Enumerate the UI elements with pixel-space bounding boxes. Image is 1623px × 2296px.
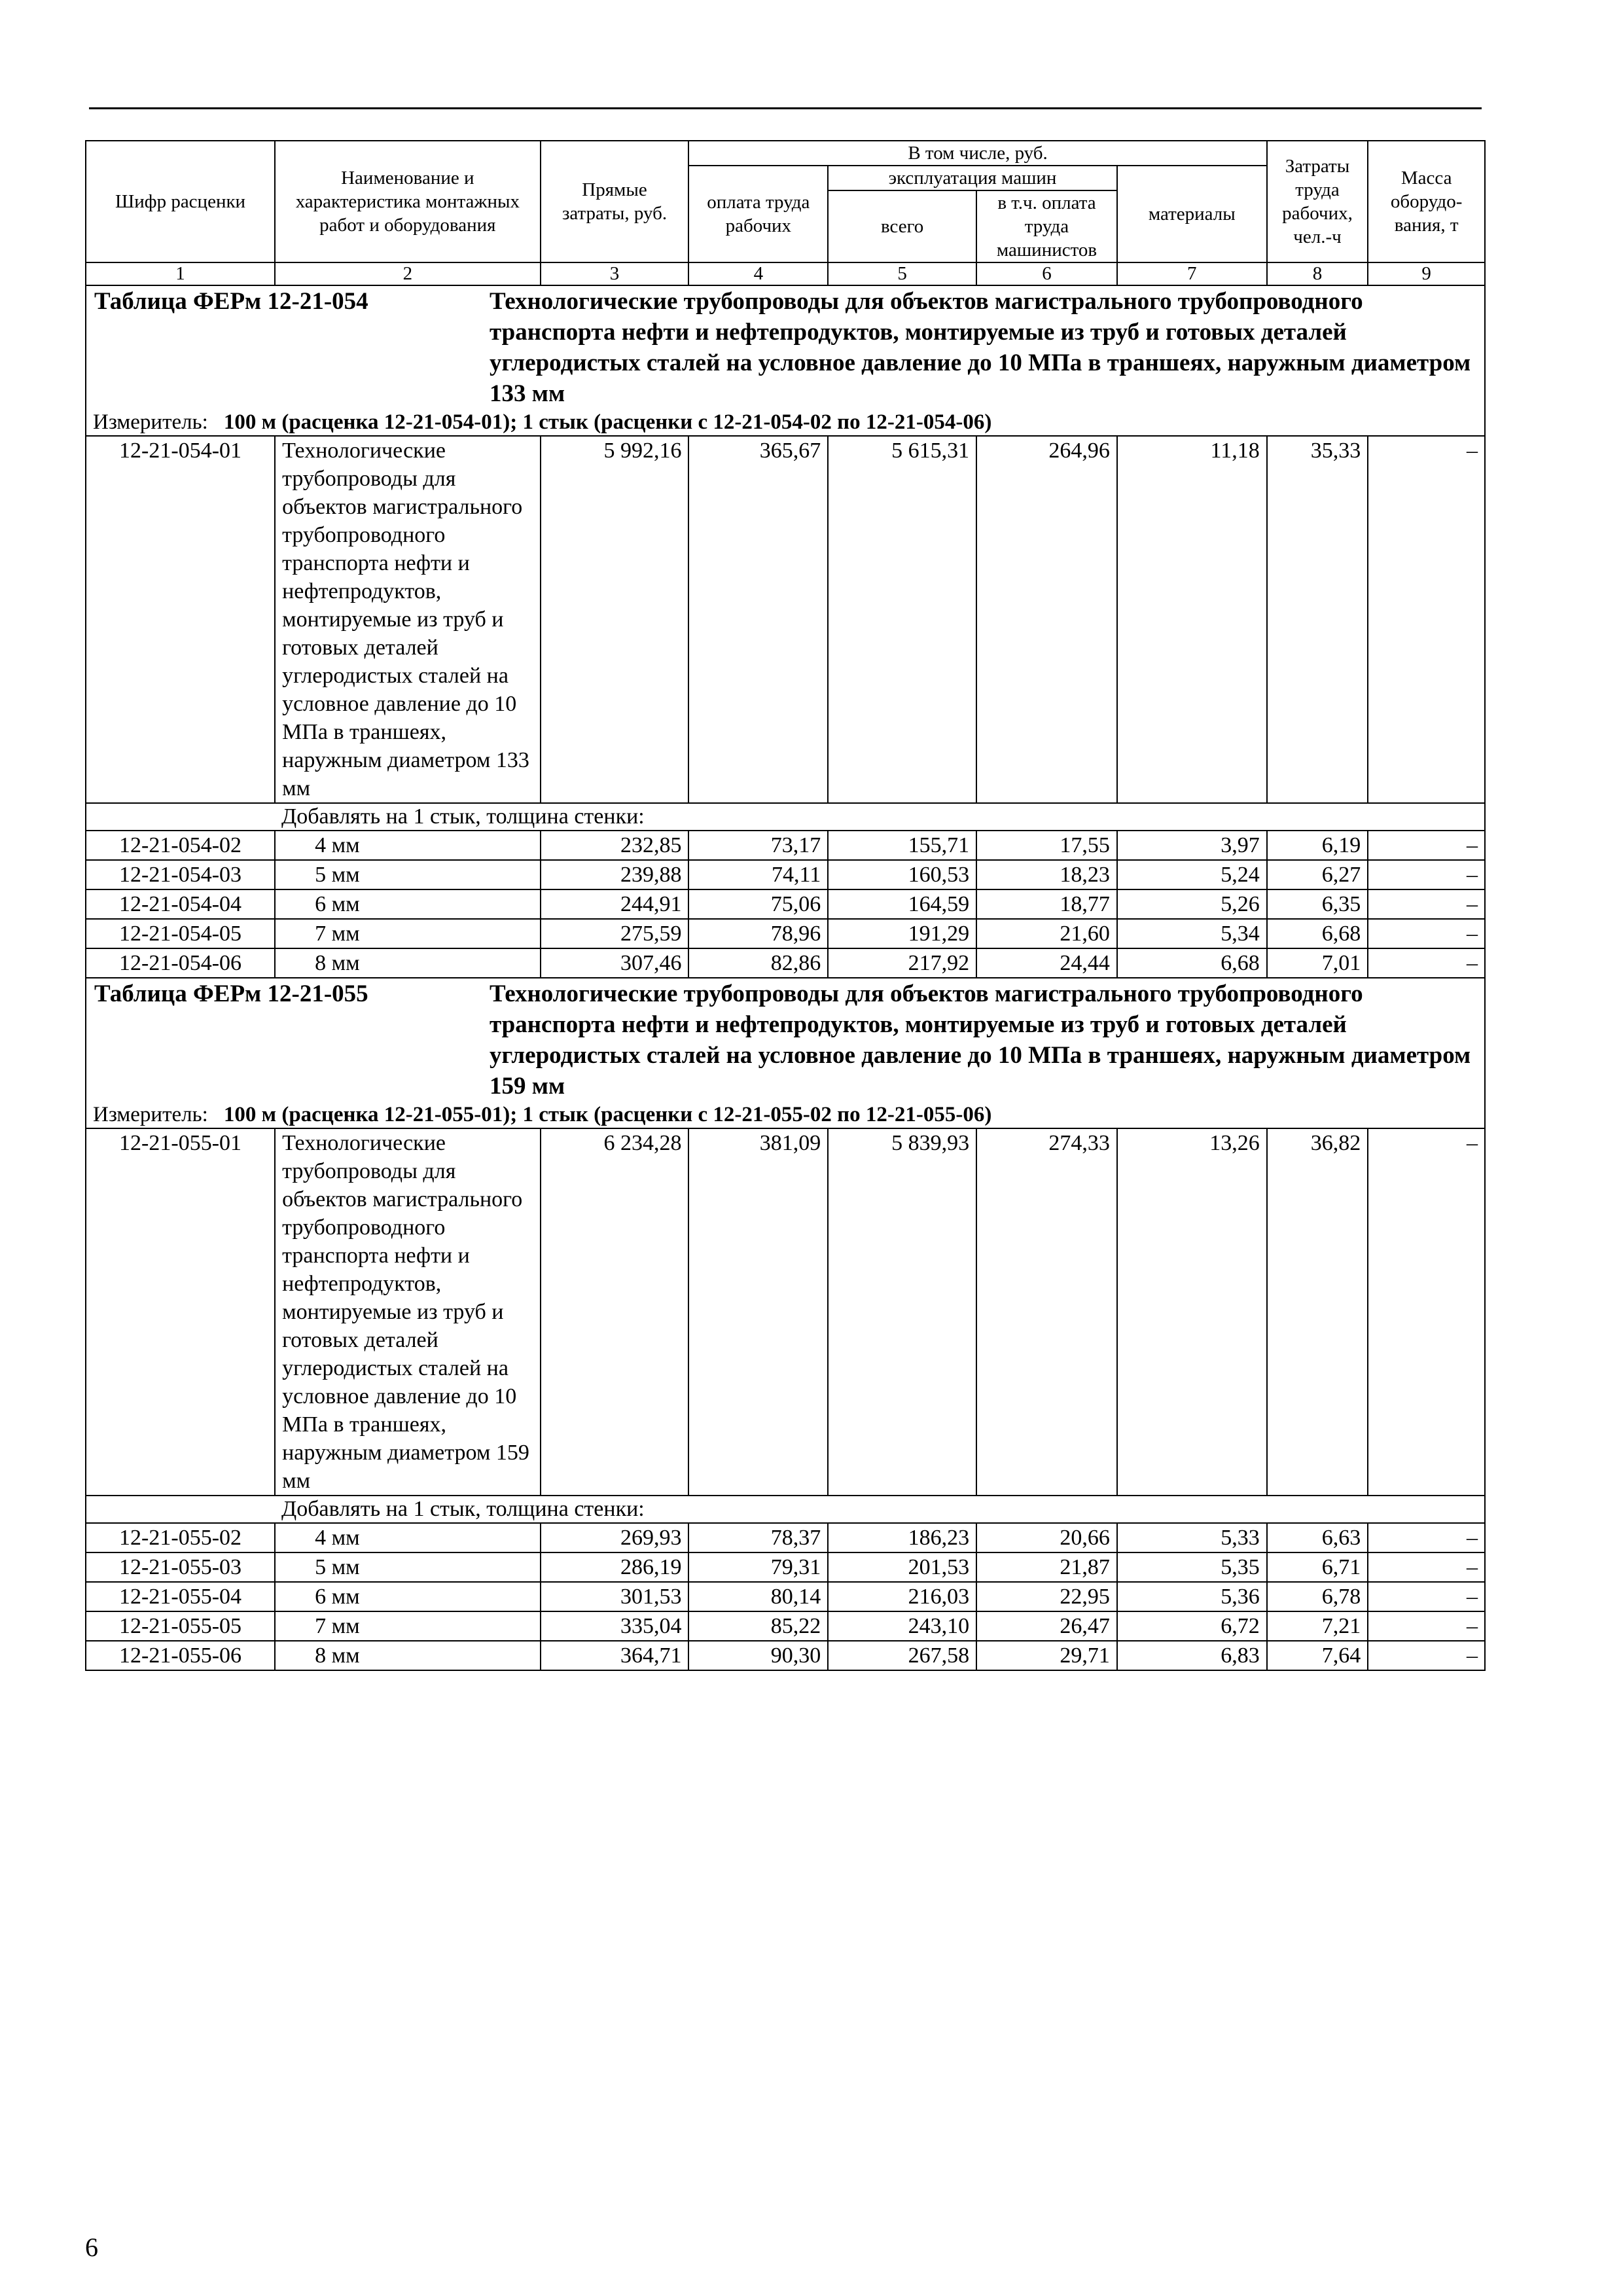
- labor: 7,21: [1267, 1611, 1368, 1641]
- materials: 13,26: [1117, 1128, 1267, 1496]
- machines-total: 160,53: [828, 860, 976, 889]
- materials: 6,68: [1117, 948, 1267, 978]
- wages: 79,31: [688, 1552, 828, 1582]
- materials: 5,26: [1117, 889, 1267, 919]
- wages: 73,17: [688, 831, 828, 860]
- measure-text: 100 м (расценка 12-21-054-01); 1 стык (расценки с 12-21-054-02 по 12-21-054-06): [223, 410, 992, 434]
- direct-cost: 232,85: [541, 831, 689, 860]
- rate-code: 12-21-054-02: [86, 831, 275, 860]
- rate-name: 4 мм: [275, 831, 541, 860]
- labor: 6,78: [1267, 1582, 1368, 1611]
- column-number: 9: [1368, 262, 1485, 285]
- machines-wages: 21,87: [976, 1552, 1117, 1582]
- measure-label: Измеритель:: [93, 1103, 208, 1126]
- rate-code: 12-21-054-05: [86, 919, 275, 948]
- labor: 6,68: [1267, 919, 1368, 948]
- labor: 6,63: [1267, 1523, 1368, 1552]
- table-row-main: [86, 1128, 1485, 1496]
- machines-wages: 18,23: [976, 860, 1117, 889]
- machines-total: 155,71: [828, 831, 976, 860]
- rate-name: 8 мм: [275, 1641, 541, 1670]
- table-row: [86, 831, 1485, 860]
- labor: 6,27: [1267, 860, 1368, 889]
- mass: –: [1368, 889, 1485, 919]
- rate-code: 12-21-055-01: [86, 1128, 275, 1496]
- direct-cost: 269,93: [541, 1523, 689, 1552]
- rate-name: 5 мм: [275, 1552, 541, 1582]
- rate-code: 12-21-054-06: [86, 948, 275, 978]
- machines-total: 217,92: [828, 948, 976, 978]
- machines-total: 243,10: [828, 1611, 976, 1641]
- materials: 5,36: [1117, 1582, 1267, 1611]
- col-header-machines: эксплуатация машин: [828, 166, 1117, 190]
- machines-wages: 264,96: [976, 436, 1117, 803]
- column-number: 1: [86, 262, 275, 285]
- direct-cost: 244,91: [541, 889, 689, 919]
- labor: 7,01: [1267, 948, 1368, 978]
- direct-cost: 239,88: [541, 860, 689, 889]
- machines-wages: 26,47: [976, 1611, 1117, 1641]
- section-heading-row: [86, 285, 1485, 409]
- measure-label: Измеритель:: [93, 410, 208, 434]
- wages: 74,11: [688, 860, 828, 889]
- wages: 80,14: [688, 1582, 828, 1611]
- mass: –: [1368, 1128, 1485, 1496]
- machines-wages: 24,44: [976, 948, 1117, 978]
- labor: 35,33: [1267, 436, 1368, 803]
- wages: 78,96: [688, 919, 828, 948]
- mass: –: [1368, 1641, 1485, 1670]
- materials: 5,33: [1117, 1523, 1267, 1552]
- labor: 7,64: [1267, 1641, 1368, 1670]
- table-header: [86, 141, 1485, 285]
- rate-name: 4 мм: [275, 1523, 541, 1552]
- rate-code: 12-21-055-06: [86, 1641, 275, 1670]
- direct-cost: 6 234,28: [541, 1128, 689, 1496]
- wages: 78,37: [688, 1523, 828, 1552]
- machines-total: 267,58: [828, 1641, 976, 1670]
- rates-table: [85, 140, 1486, 1671]
- rate-code: 12-21-054-01: [86, 436, 275, 803]
- rate-name: 7 мм: [275, 1611, 541, 1641]
- column-number: 4: [688, 262, 828, 285]
- rate-code: 12-21-055-02: [86, 1523, 275, 1552]
- direct-cost: 5 992,16: [541, 436, 689, 803]
- section-title: Технологические трубопроводы для объектов магистрального трубопроводного транспорта нефти и нефтепродуктов, монтируемые из труб и готовых деталей углеродистых сталей на условное давление до 10 МПа в траншеях, наружным диаметром 133 мм: [490, 288, 1471, 407]
- column-number: 8: [1267, 262, 1368, 285]
- materials: 3,97: [1117, 831, 1267, 860]
- section-12-21-054: [86, 285, 1485, 978]
- col-header-wages: оплата труда рабочих: [688, 166, 828, 262]
- table-row: [86, 1552, 1485, 1582]
- machines-total: 5 615,31: [828, 436, 976, 803]
- table-row: [86, 1523, 1485, 1552]
- machines-wages: 17,55: [976, 831, 1117, 860]
- col-header-mass: Масса оборудо-вания, т: [1368, 141, 1485, 262]
- mass: –: [1368, 919, 1485, 948]
- machines-total: 216,03: [828, 1582, 976, 1611]
- table-row: [86, 1641, 1485, 1670]
- col-header-name: Наименование и характеристика монтажных работ и оборудования: [275, 141, 541, 262]
- rate-name: 6 мм: [275, 1582, 541, 1611]
- rate-name: 5 мм: [275, 860, 541, 889]
- wages: 82,86: [688, 948, 828, 978]
- section-heading-row: [86, 978, 1485, 1102]
- add-per-joint-row: [86, 1496, 1485, 1523]
- column-number: 3: [541, 262, 689, 285]
- direct-cost: 275,59: [541, 919, 689, 948]
- col-header-machines-wages: в т.ч. оплата труда машинистов: [976, 190, 1117, 262]
- section-12-21-055: [86, 978, 1485, 1670]
- rate-code: 12-21-055-04: [86, 1582, 275, 1611]
- col-header-materials: материалы: [1117, 166, 1267, 262]
- wages: 75,06: [688, 889, 828, 919]
- rate-code: 12-21-055-03: [86, 1552, 275, 1582]
- wages: 381,09: [688, 1128, 828, 1496]
- table-row: [86, 889, 1485, 919]
- rate-code: 12-21-055-05: [86, 1611, 275, 1641]
- wages: 90,30: [688, 1641, 828, 1670]
- mass: –: [1368, 436, 1485, 803]
- machines-total: 201,53: [828, 1552, 976, 1582]
- column-number: 6: [976, 262, 1117, 285]
- section-measure-row: [86, 409, 1485, 436]
- machines-wages: 274,33: [976, 1128, 1117, 1496]
- materials: 11,18: [1117, 436, 1267, 803]
- section-title: Технологические трубопроводы для объектов магистрального трубопроводного транспорта нефти и нефтепродуктов, монтируемые из труб и готовых деталей углеродистых сталей на условное давление до 10 МПа в траншеях, наружным диаметром 159 мм: [490, 980, 1471, 1100]
- column-number: 2: [275, 262, 541, 285]
- direct-cost: 301,53: [541, 1582, 689, 1611]
- top-rule: [89, 107, 1482, 109]
- col-header-machines-total: всего: [828, 190, 976, 262]
- mass: –: [1368, 860, 1485, 889]
- column-number: 5: [828, 262, 976, 285]
- col-header-labor: Затраты труда рабочих, чел.-ч: [1267, 141, 1368, 262]
- measure-text: 100 м (расценка 12-21-055-01); 1 стык (расценки с 12-21-055-02 по 12-21-055-06): [223, 1103, 992, 1126]
- mass: –: [1368, 948, 1485, 978]
- column-numbers-row: [86, 262, 1485, 285]
- materials: 5,24: [1117, 860, 1267, 889]
- rate-code: 12-21-054-03: [86, 860, 275, 889]
- rate-name: 6 мм: [275, 889, 541, 919]
- add-per-joint-label: Добавлять на 1 стык, толщина стенки:: [86, 1496, 1485, 1523]
- rate-code: 12-21-054-04: [86, 889, 275, 919]
- mass: –: [1368, 831, 1485, 860]
- direct-cost: 286,19: [541, 1552, 689, 1582]
- rate-name: Технологические трубопроводы для объектов магистрального трубопроводного транспорта нефти и нефтепродуктов, монтируемые из труб и готовых деталей углеродистых сталей на условное давление до 10 МПа в траншеях, наружным диаметром 159 мм: [275, 1128, 541, 1496]
- section-measure-row: [86, 1102, 1485, 1128]
- col-header-code: Шифр расценки: [86, 141, 275, 262]
- materials: 5,35: [1117, 1552, 1267, 1582]
- section-label: Таблица ФЕРм 12-21-055: [94, 980, 368, 1007]
- materials: 6,72: [1117, 1611, 1267, 1641]
- mass: –: [1368, 1611, 1485, 1641]
- labor: 6,71: [1267, 1552, 1368, 1582]
- machines-wages: 29,71: [976, 1641, 1117, 1670]
- rate-name: 7 мм: [275, 919, 541, 948]
- machines-wages: 21,60: [976, 919, 1117, 948]
- table-row: [86, 860, 1485, 889]
- machines-total: 5 839,93: [828, 1128, 976, 1496]
- materials: 6,83: [1117, 1641, 1267, 1670]
- add-per-joint-row: [86, 803, 1485, 831]
- add-per-joint-label: Добавлять на 1 стык, толщина стенки:: [86, 803, 1485, 831]
- col-header-direct: Прямые затраты, руб.: [541, 141, 689, 262]
- direct-cost: 307,46: [541, 948, 689, 978]
- table-row-main: [86, 436, 1485, 803]
- col-header-including: В том числе, руб.: [688, 141, 1266, 166]
- wages: 365,67: [688, 436, 828, 803]
- machines-total: 164,59: [828, 889, 976, 919]
- mass: –: [1368, 1582, 1485, 1611]
- table-row: [86, 1611, 1485, 1641]
- labor: 6,19: [1267, 831, 1368, 860]
- rate-name: Технологические трубопроводы для объектов магистрального трубопроводного транспорта нефти и нефтепродуктов, монтируемые из труб и готовых деталей углеродистых сталей на условное давление до 10 МПа в траншеях, наружным диаметром 133 мм: [275, 436, 541, 803]
- machines-total: 186,23: [828, 1523, 976, 1552]
- section-label: Таблица ФЕРм 12-21-054: [94, 288, 368, 315]
- machines-wages: 18,77: [976, 889, 1117, 919]
- table-row: [86, 948, 1485, 978]
- direct-cost: 335,04: [541, 1611, 689, 1641]
- machines-total: 191,29: [828, 919, 976, 948]
- wages: 85,22: [688, 1611, 828, 1641]
- mass: –: [1368, 1523, 1485, 1552]
- machines-wages: 20,66: [976, 1523, 1117, 1552]
- table-row: [86, 1582, 1485, 1611]
- table-row: [86, 919, 1485, 948]
- page-number: 6: [85, 2233, 98, 2262]
- column-number: 7: [1117, 262, 1267, 285]
- labor: 6,35: [1267, 889, 1368, 919]
- machines-wages: 22,95: [976, 1582, 1117, 1611]
- mass: –: [1368, 1552, 1485, 1582]
- labor: 36,82: [1267, 1128, 1368, 1496]
- direct-cost: 364,71: [541, 1641, 689, 1670]
- materials: 5,34: [1117, 919, 1267, 948]
- rate-name: 8 мм: [275, 948, 541, 978]
